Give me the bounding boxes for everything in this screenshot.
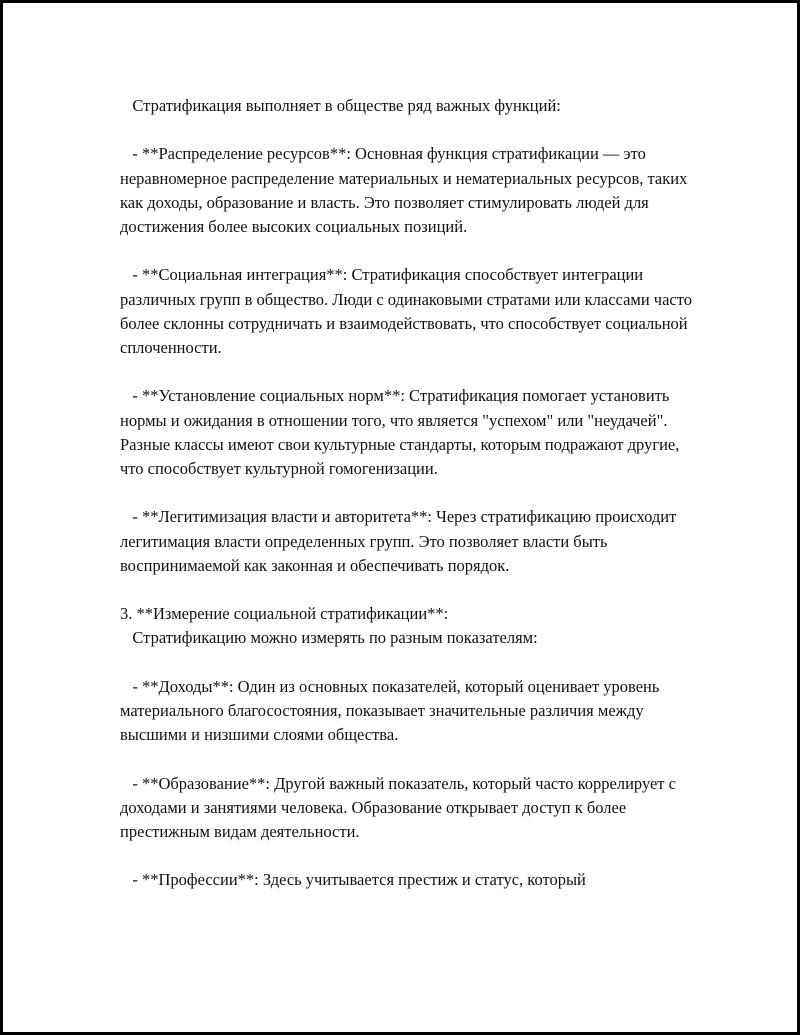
- function-item-legitimization: - **Легитимизация власти и авторитета**: Через стратификацию происходит легитимация власти определенных групп. Это позволяет власти быть воспринимаемой как законная и обеспечивать порядок.: [120, 507, 681, 575]
- paragraph-gap: [120, 844, 700, 868]
- paragraph-gap: [120, 118, 700, 142]
- intro-paragraph: Стратификация выполняет в обществе ряд важных функций:: [120, 96, 561, 115]
- function-item-norms: - **Установление социальных норм**: Стратификация помогает установить нормы и ожидания в отношении того, что является "успехом" или "неудачей". Разные классы имеют свои культурные стандарты, которым подражают другие, что способствует культурной гомогенизации.: [120, 386, 684, 478]
- paragraph-gap: [120, 239, 700, 263]
- measure-item-education: - **Образование**: Другой важный показатель, который часто коррелирует с доходами и занятиями человека. Образование открывает доступ к более престижным видам деятельности.: [120, 773, 681, 841]
- measure-item-income: - **Доходы**: Один из основных показателей, который оценивает уровень материального благосостояния, показывает значительные различия между высшими и низшими слоями общества.: [120, 676, 664, 745]
- function-item-integration: - **Социальная интеграция**: Стратификация способствует интеграции различных групп в общество. Люди с одинаковыми стратами или классами часто более склонны сотрудничать и взаимодействовать, что способствует социальной сплоченности.: [120, 265, 697, 357]
- paragraph-gap: [120, 578, 700, 602]
- paragraph-gap: [120, 481, 700, 505]
- section-3-heading: 3. **Измерение социальной стратификации**:: [120, 604, 449, 624]
- paragraph-gap: [120, 360, 700, 384]
- paragraph-gap: [120, 651, 700, 675]
- measure-item-professions: - **Профессии**: Здесь учитывается престиж и статус, который: [120, 870, 586, 890]
- paragraph-gap: [120, 747, 700, 771]
- section-3-intro: Стратификацию можно измерять по разным показателям:: [120, 628, 538, 648]
- document-body: [120, 94, 700, 893]
- function-item-resources: - **Распределение ресурсов**: Основная функция стратификации — это неравномерное распределение материальных и нематериальных ресурсов, таких как доходы, образование и власть. Это позволяет стимулировать людей для достижения более высоких социальных позиций.: [120, 144, 692, 236]
